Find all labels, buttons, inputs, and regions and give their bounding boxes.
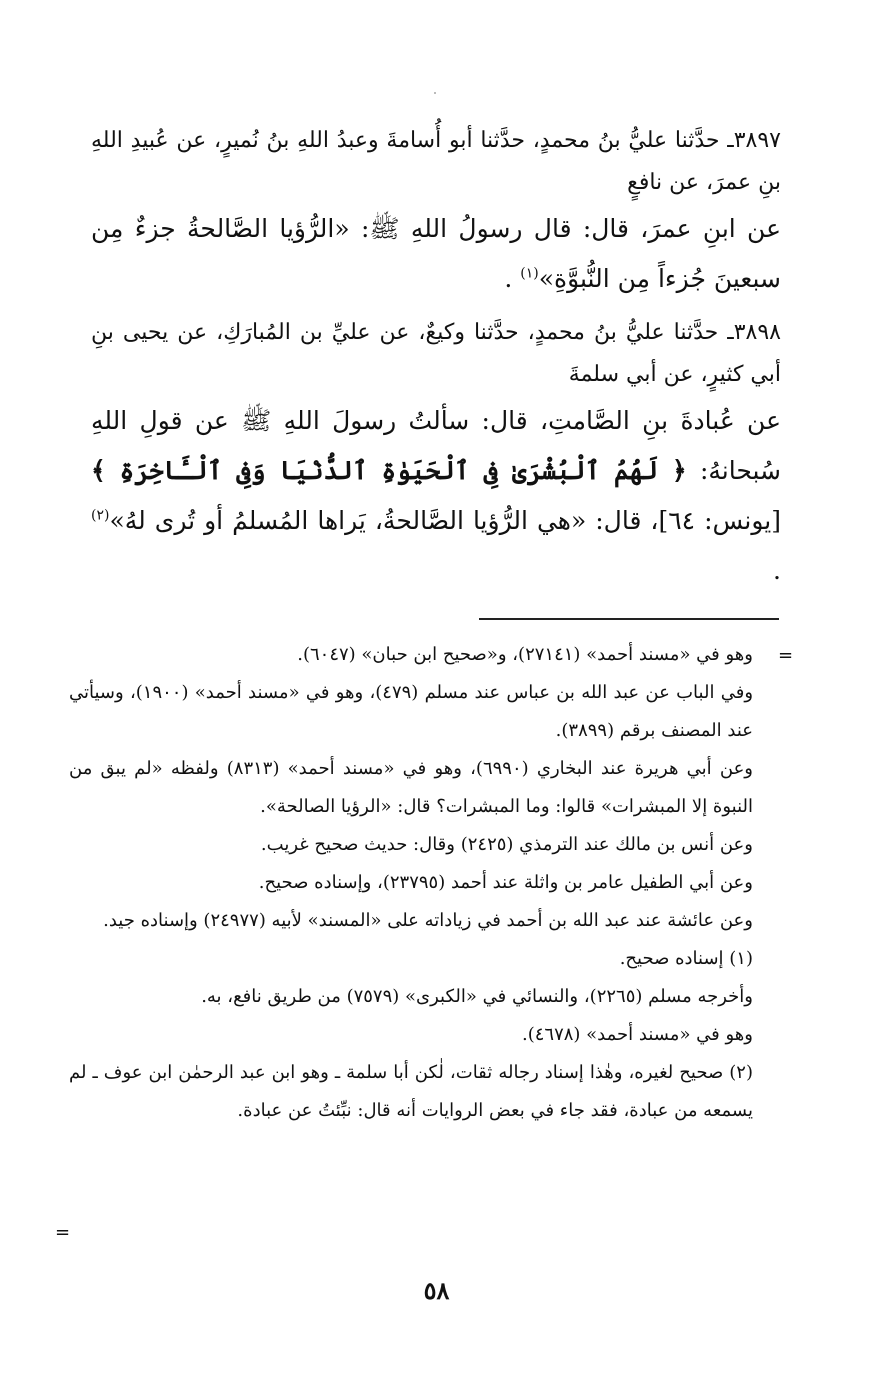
footnote-abu-tufayl: وعن أبي الطفيل عامر بن واثلة عند أحمد (٢٣٧٩٥)، وإسناده صحيح. [258, 872, 753, 893]
hadith-3897-matn: عن ابنِ عمرَ، قال: قال رسولُ اللهِ ﷺ: «الرُّؤيا الصَّالحةُ جزءٌ مِن سبعينَ جُزءاً مِن النُّبوَّةِ» [91, 214, 782, 293]
footnote-bab-ibn-abbas: وفي الباب عن عبد الله بن عباس عند مسلم (٤٧٩)، وهو في «مسند أحمد» (١٩٠٠)، وسيأتي عند المصنف برقم (٣٨٩٩). [69, 682, 754, 741]
footnote-carry-over: وهو في «مسند أحمد» (٢٧١٤١)، و«صحيح ابن حبان» (٦٠٤٧). [297, 644, 753, 665]
footnotes [69, 636, 781, 1130]
footnote-divider [479, 618, 779, 620]
hadith-3897-end: . [504, 264, 513, 293]
footnote-anas: وعن أنس بن مالك عند الترمذي (٢٤٢٥) وقال: حديث صحيح غريب. [260, 834, 753, 855]
footnote-1-takhrij: وأخرجه مسلم (٢٢٦٥)، والنسائي في «الكبرى» (٧٥٧٩) من طريق نافع، به. [201, 986, 753, 1007]
carry-over-mark: = [778, 645, 794, 666]
hadith-3898-end: . [773, 556, 781, 585]
scan-dot [434, 92, 436, 94]
footnote-ref-2: (٢) [91, 507, 110, 524]
page-number: ٥٨ [423, 1276, 450, 1305]
hadith-3897-isnad: ٣٨٩٧ـ حدَّثنا عليُّ بنُ محمدٍ، حدَّثنا أبو أُسامةَ وعبدُ اللهِ بنُ نُميرٍ، عن عُبيدِ اللهِ بنِ عمرَ، عن نافعٍ [91, 128, 781, 195]
quran-reference: [يونس: ٦٤]، [650, 506, 781, 535]
main-text [91, 120, 781, 604]
hadith-3898-matn [91, 396, 781, 596]
continues-mark: = [55, 1222, 71, 1243]
footnote-2: (٢) صحيح لغيره، وهٰذا إسناد رجاله ثقات، لٰكن أبا سلمة ـ وهو ابن عبد الرحمٰن ابن عوف ـ لم يسمعه من عبادة، فقد جاء في بعض الروايات أنه قال: نبِّئتُ عن عبادة. [69, 1062, 753, 1121]
hadith-3897 [91, 120, 781, 304]
hadith-3898-matn-part2: قال: «هي الرُّؤيا الصَّالحةُ، يَراها المُسلمُ أو تُرى لهُ» [109, 506, 642, 535]
quran-verse: ﴿ لَهُمُ ٱلْبُشْرَىٰ فِى ٱلْحَيَوٰةِ ٱلدُّنْيَا وَفِى ٱلْـَٔاخِرَةِ ﴾ [91, 456, 687, 485]
hadith-3898-isnad: ٣٨٩٨ـ حدَّثنا عليُّ بنُ محمدٍ، حدَّثنا وكيعٌ، عن عليِّ بن المُبارَكِ، عن يحيى بنِ أبي كثيرٍ، عن أبي سلمةَ [91, 320, 781, 387]
footnote-1-musnad: وهو في «مسند أحمد» (٤٦٧٨). [521, 1024, 753, 1045]
hadith-3898 [91, 312, 781, 596]
hadith-3898-matn-part1: عن عُبادةَ بنِ الصَّامتِ، قال: سألتُ رسولَ اللهِ ﷺ عن قولِ اللهِ سُبحانهُ: [91, 406, 781, 485]
footnote-abu-hurayra: وعن أبي هريرة عند البخاري (٦٩٩٠)، وهو في «مسند أحمد» (٨٣١٣) ولفظه «لم يبق من النبوة إلا المبشرات» قالوا: وما المبشرات؟ قال: «الرؤيا الصالحة». [69, 758, 754, 817]
footnote-aisha: وعن عائشة عند عبد الله بن أحمد في زياداته على «المسند» لأبيه (٢٤٩٧٧) وإسناده جيد. [103, 910, 753, 931]
footnote-ref-1: (١) [520, 265, 539, 282]
footnote-1-grading: (١) إسناده صحيح. [619, 948, 753, 969]
hadith-3897-matn-line [91, 204, 781, 304]
